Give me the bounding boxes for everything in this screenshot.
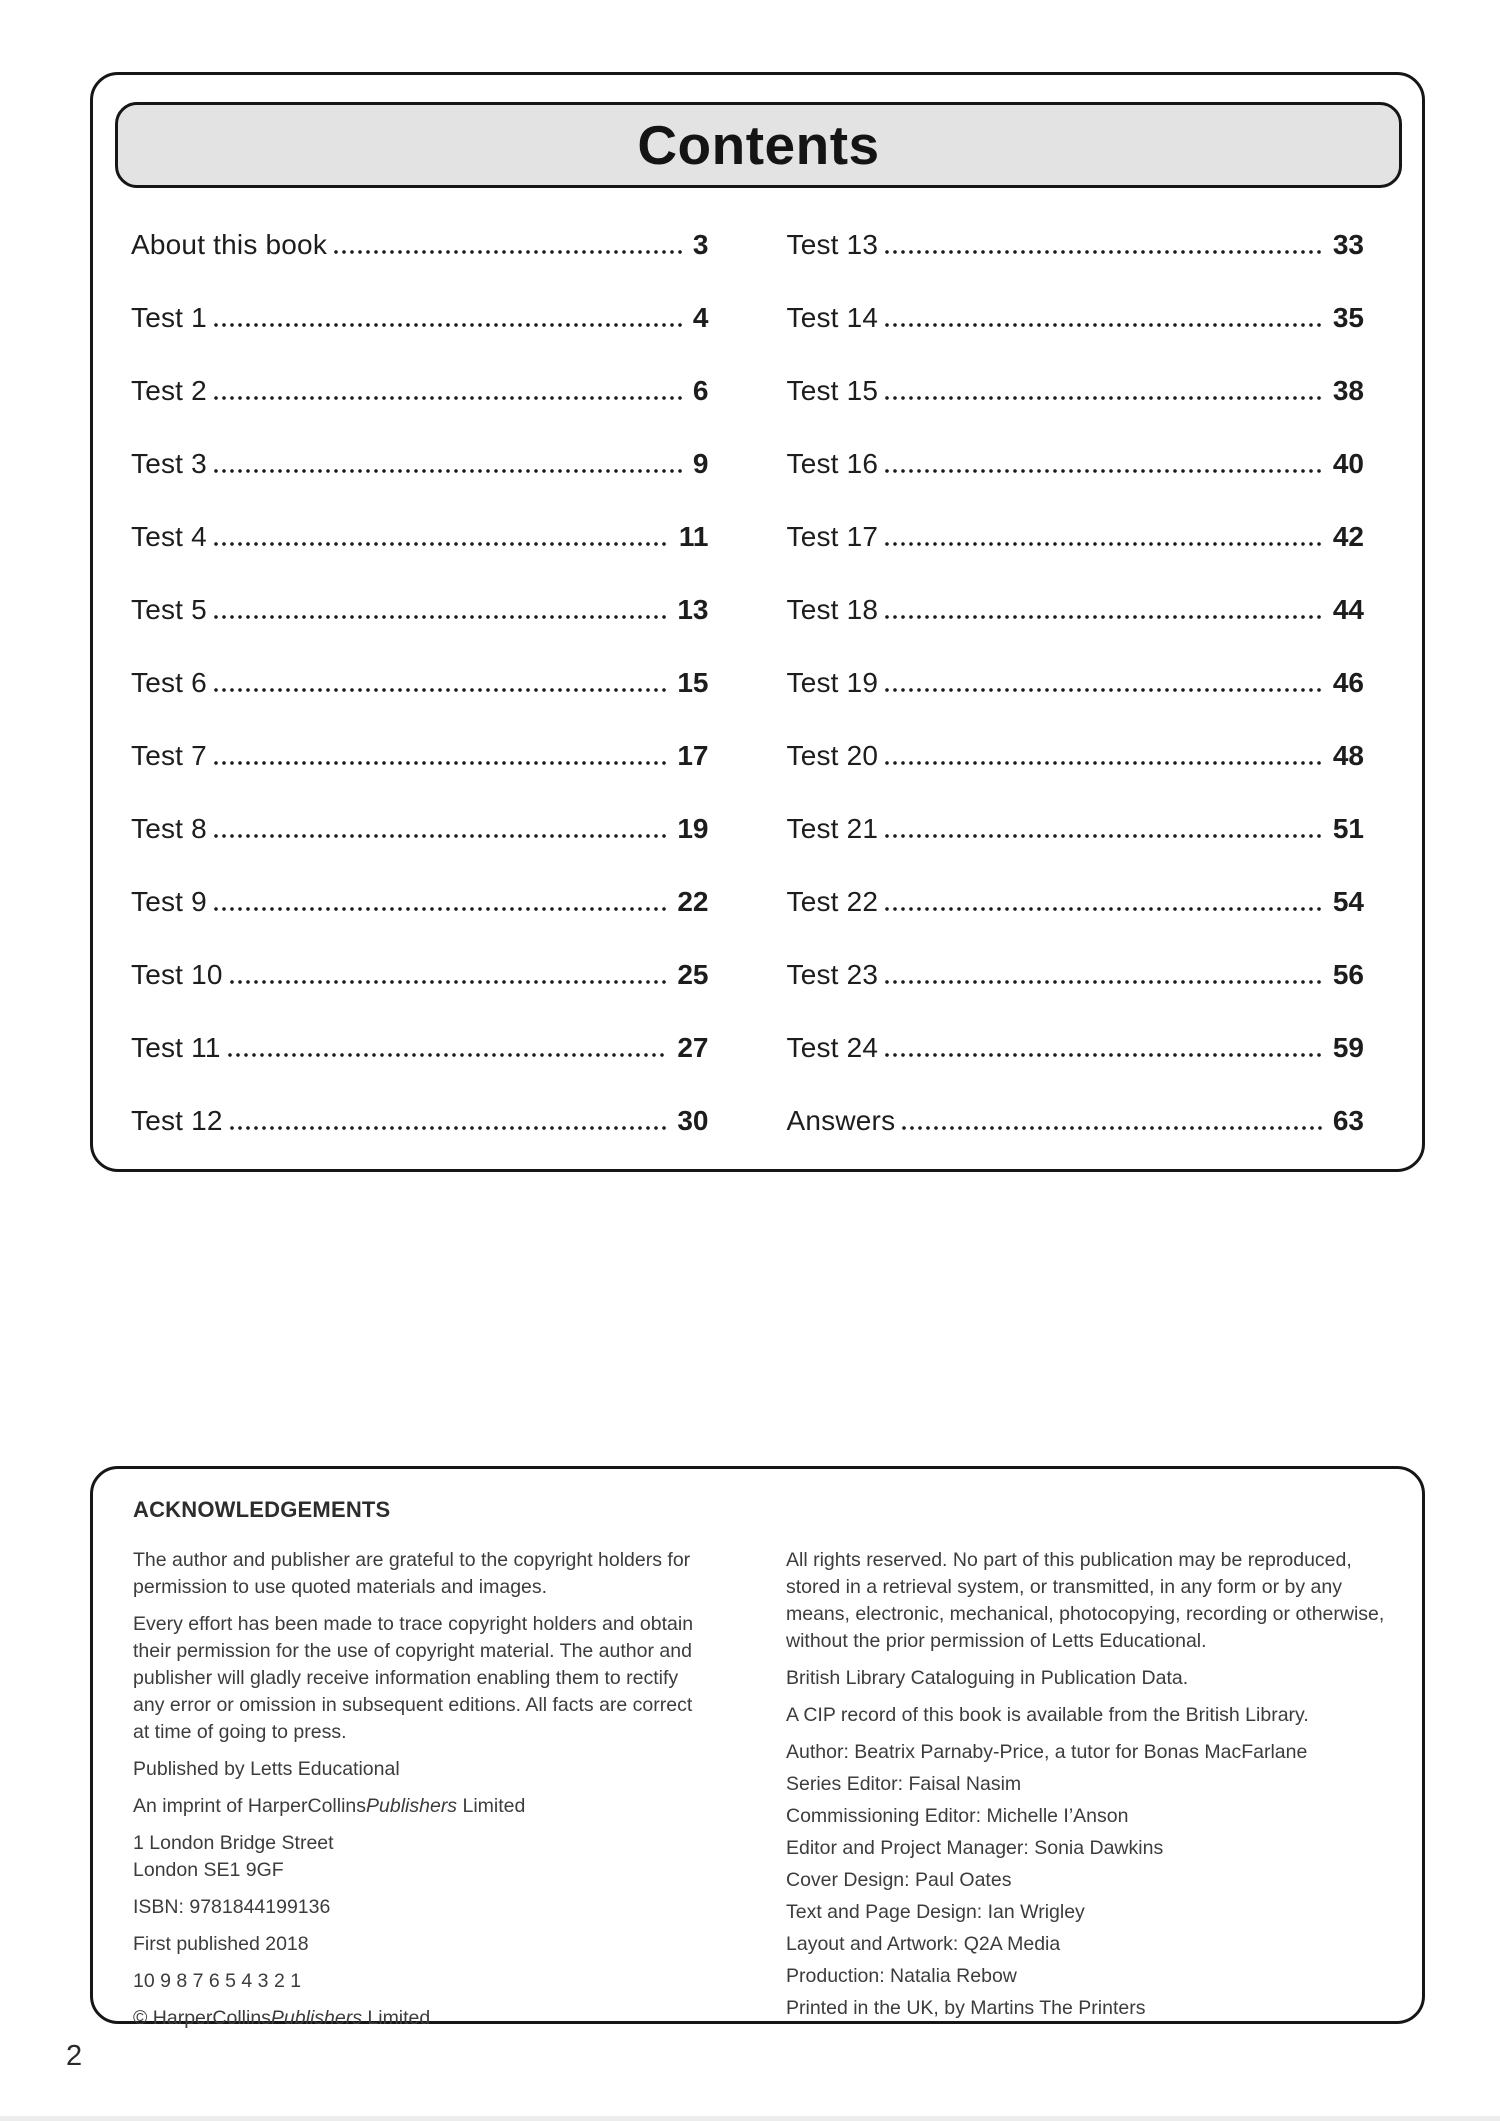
ack-imprint bbox=[133, 1793, 698, 1820]
toc-entry-label: Answers bbox=[786, 1105, 896, 1136]
toc-entry bbox=[787, 814, 1365, 844]
toc-entry-label: Test 5 bbox=[131, 594, 207, 625]
toc-entry-page: 9 bbox=[692, 448, 709, 479]
ack-credit-series-editor: Series Editor: Faisal Nasim bbox=[786, 1773, 1022, 1795]
ack-isbn: ISBN: 9781844199136 bbox=[133, 1896, 331, 1918]
toc-entry-label: Test 18 bbox=[786, 594, 879, 625]
toc-left-column bbox=[131, 230, 709, 1179]
contents-header-bar bbox=[115, 102, 1402, 188]
page-number: 2 bbox=[66, 2040, 83, 2072]
toc-entry-label: Test 13 bbox=[786, 229, 879, 260]
ack-first-published: First published 2018 bbox=[133, 1933, 309, 1955]
dot-leader bbox=[885, 834, 1324, 838]
acknowledgements-left-column bbox=[133, 1547, 698, 2042]
toc-entry-page: 19 bbox=[677, 813, 709, 844]
toc-right-column bbox=[787, 230, 1365, 1179]
toc-entry-page: 3 bbox=[692, 229, 709, 260]
dot-leader bbox=[214, 396, 684, 400]
toc-entry-page: 15 bbox=[677, 667, 709, 698]
toc-entry bbox=[131, 741, 709, 771]
toc-entry-label: Test 17 bbox=[786, 521, 879, 552]
toc-entry bbox=[131, 1033, 709, 1063]
dot-leader bbox=[885, 1053, 1324, 1057]
dot-leader bbox=[214, 688, 668, 692]
ack-imprint-post: Limited bbox=[457, 1795, 526, 1817]
toc-entry-label: Test 22 bbox=[786, 886, 879, 917]
ack-imprint-italic: Publishers bbox=[366, 1795, 458, 1817]
toc-entry-page: 44 bbox=[1332, 594, 1364, 625]
toc-entry-label: Test 9 bbox=[131, 886, 207, 917]
toc-entry-label: Test 23 bbox=[786, 959, 879, 990]
ack-address-line2: London SE1 9GF bbox=[133, 1859, 284, 1881]
toc-entry-label: Test 1 bbox=[131, 302, 207, 333]
dot-leader bbox=[214, 761, 668, 765]
dot-leader bbox=[214, 542, 670, 546]
ack-credit-production: Production: Natalia Rebow bbox=[786, 1965, 1017, 1987]
acknowledgements-right-column bbox=[786, 1547, 1390, 2042]
ack-copyright-italic: Publishers bbox=[270, 2007, 362, 2029]
toc-entry-page: 63 bbox=[1332, 1105, 1364, 1136]
toc-entry-page: 13 bbox=[677, 594, 709, 625]
toc-columns bbox=[93, 188, 1422, 1179]
dot-leader bbox=[902, 1126, 1324, 1130]
dot-leader bbox=[885, 323, 1324, 327]
toc-entry-page: 42 bbox=[1332, 521, 1364, 552]
toc-entry-label: Test 10 bbox=[131, 959, 223, 990]
toc-entry-page: 40 bbox=[1332, 448, 1364, 479]
ack-address bbox=[133, 1830, 698, 1884]
toc-entry-page: 46 bbox=[1332, 667, 1364, 698]
ack-published-by: Published by Letts Educational bbox=[133, 1758, 400, 1780]
toc-entry-label: Test 20 bbox=[786, 740, 879, 771]
toc-entry bbox=[787, 960, 1365, 990]
toc-entry bbox=[131, 376, 709, 406]
dot-leader bbox=[885, 542, 1324, 546]
dot-leader bbox=[885, 761, 1324, 765]
toc-entry-page: 38 bbox=[1332, 375, 1364, 406]
ack-print-run: 10 9 8 7 6 5 4 3 2 1 bbox=[133, 1970, 302, 1992]
toc-entry-page: 22 bbox=[677, 886, 709, 917]
toc-entry-page: 17 bbox=[677, 740, 709, 771]
toc-entry-label: Test 16 bbox=[786, 448, 879, 479]
toc-entry-label: Test 3 bbox=[131, 448, 207, 479]
ack-bl-cataloguing: British Library Cataloguing in Publication Data. bbox=[786, 1667, 1189, 1689]
toc-entry bbox=[787, 522, 1365, 552]
ack-credit-commissioning-editor: Commissioning Editor: Michelle I’Anson bbox=[786, 1805, 1129, 1827]
toc-entry-label: Test 21 bbox=[786, 813, 879, 844]
ack-cip-record: A CIP record of this book is available from the British Library. bbox=[786, 1704, 1309, 1726]
toc-entry bbox=[787, 230, 1365, 260]
toc-entry-label: Test 19 bbox=[786, 667, 879, 698]
toc-entry-label: Test 7 bbox=[131, 740, 207, 771]
dot-leader bbox=[885, 469, 1324, 473]
ack-credit-cover-design: Cover Design: Paul Oates bbox=[786, 1869, 1012, 1891]
acknowledgements-heading: ACKNOWLEDGEMENTS bbox=[133, 1497, 391, 1522]
dot-leader bbox=[214, 469, 684, 473]
dot-leader bbox=[885, 396, 1324, 400]
toc-entry-page: 35 bbox=[1332, 302, 1364, 333]
dot-leader bbox=[214, 323, 684, 327]
toc-entry-label: Test 24 bbox=[786, 1032, 879, 1063]
dot-leader bbox=[885, 980, 1324, 984]
ack-copyright-pre: © HarperCollins bbox=[133, 2007, 271, 2029]
ack-copyright-post: Limited bbox=[361, 2007, 431, 2029]
ack-paragraph-every-effort: Every effort has been made to trace copyright holders and obtain their permission for the use of copyright material. The author and publisher will gladly receive information enabling them to rectify any error or omission in subsequent editions. All facts are correct at time of going to press. bbox=[133, 1613, 694, 1743]
dot-leader bbox=[885, 688, 1324, 692]
ack-credit-author: Author: Beatrix Parnaby-Price, a tutor for Bonas MacFarlane bbox=[786, 1741, 1308, 1763]
toc-entry-page: 6 bbox=[692, 375, 709, 406]
toc-entry bbox=[787, 595, 1365, 625]
ack-paragraph-copyright-holders: The author and publisher are grateful to the copyright holders for permission to use quoted materials and images. bbox=[133, 1549, 691, 1598]
acknowledgements-panel bbox=[90, 1466, 1425, 2029]
toc-entry-page: 54 bbox=[1332, 886, 1364, 917]
dot-leader bbox=[230, 980, 669, 984]
toc-entry bbox=[131, 887, 709, 917]
toc-entry bbox=[131, 595, 709, 625]
toc-entry-label: Test 8 bbox=[131, 813, 207, 844]
toc-entry-page: 48 bbox=[1332, 740, 1364, 771]
toc-entry-label: Test 14 bbox=[786, 302, 879, 333]
toc-entry bbox=[787, 303, 1365, 333]
toc-entry bbox=[131, 303, 709, 333]
dot-leader bbox=[334, 250, 684, 254]
dot-leader bbox=[214, 615, 668, 619]
page-edge-shadow bbox=[0, 2116, 1500, 2121]
toc-entry bbox=[787, 887, 1365, 917]
ack-copyright bbox=[133, 2005, 698, 2032]
ack-credit-layout-artwork: Layout and Artwork: Q2A Media bbox=[786, 1933, 1061, 1955]
toc-entry-label: About this book bbox=[131, 229, 328, 260]
toc-entry-page: 11 bbox=[678, 521, 709, 552]
dot-leader bbox=[885, 615, 1324, 619]
toc-entry-label: Test 6 bbox=[131, 667, 207, 698]
acknowledgements-columns bbox=[133, 1547, 1390, 2042]
toc-entry-page: 30 bbox=[677, 1105, 709, 1136]
dot-leader bbox=[885, 907, 1324, 911]
contents-panel bbox=[90, 72, 1425, 1172]
toc-entry-label: Test 11 bbox=[131, 1032, 221, 1063]
toc-entry bbox=[131, 449, 709, 479]
toc-entry-label: Test 2 bbox=[131, 375, 207, 406]
dot-leader bbox=[885, 250, 1324, 254]
toc-entry bbox=[787, 376, 1365, 406]
dot-leader bbox=[214, 834, 668, 838]
toc-entry bbox=[787, 741, 1365, 771]
dot-leader bbox=[228, 1053, 669, 1057]
ack-credit-printed: Printed in the UK, by Martins The Printers bbox=[786, 1997, 1146, 2019]
toc-entry bbox=[131, 960, 709, 990]
dot-leader bbox=[214, 907, 668, 911]
toc-entry-label: Test 4 bbox=[131, 521, 207, 552]
ack-imprint-pre: An imprint of HarperCollins bbox=[133, 1795, 367, 1817]
toc-entry-page: 4 bbox=[692, 302, 709, 333]
toc-entry bbox=[787, 668, 1365, 698]
toc-entry bbox=[787, 449, 1365, 479]
toc-entry-label: Test 15 bbox=[786, 375, 879, 406]
ack-credit-page-design: Text and Page Design: Ian Wrigley bbox=[786, 1901, 1085, 1923]
toc-entry bbox=[131, 230, 709, 260]
toc-entry-page: 25 bbox=[677, 959, 709, 990]
dot-leader bbox=[230, 1126, 669, 1130]
toc-entry bbox=[787, 1033, 1365, 1063]
ack-credit-project-manager: Editor and Project Manager: Sonia Dawkins bbox=[786, 1837, 1164, 1859]
toc-entry-label: Test 12 bbox=[131, 1105, 223, 1136]
ack-address-line1: 1 London Bridge Street bbox=[133, 1832, 334, 1854]
ack-rights-reserved: All rights reserved. No part of this publication may be reproduced, stored in a retrieval system, or transmitted, in any form or by any means, electronic, mechanical, photocopying, recording or otherwise, without the prior permission of Letts Educational. bbox=[786, 1549, 1385, 1652]
toc-entry bbox=[131, 814, 709, 844]
toc-entry-page: 59 bbox=[1332, 1032, 1364, 1063]
toc-entry bbox=[131, 522, 709, 552]
toc-entry-page: 51 bbox=[1332, 813, 1364, 844]
toc-entry-page: 27 bbox=[677, 1032, 709, 1063]
page-title: Contents bbox=[637, 114, 880, 176]
toc-entry bbox=[787, 1106, 1365, 1136]
toc-entry bbox=[131, 668, 709, 698]
toc-entry-page: 56 bbox=[1332, 959, 1364, 990]
toc-entry-page: 33 bbox=[1332, 229, 1364, 260]
toc-entry bbox=[131, 1106, 709, 1136]
